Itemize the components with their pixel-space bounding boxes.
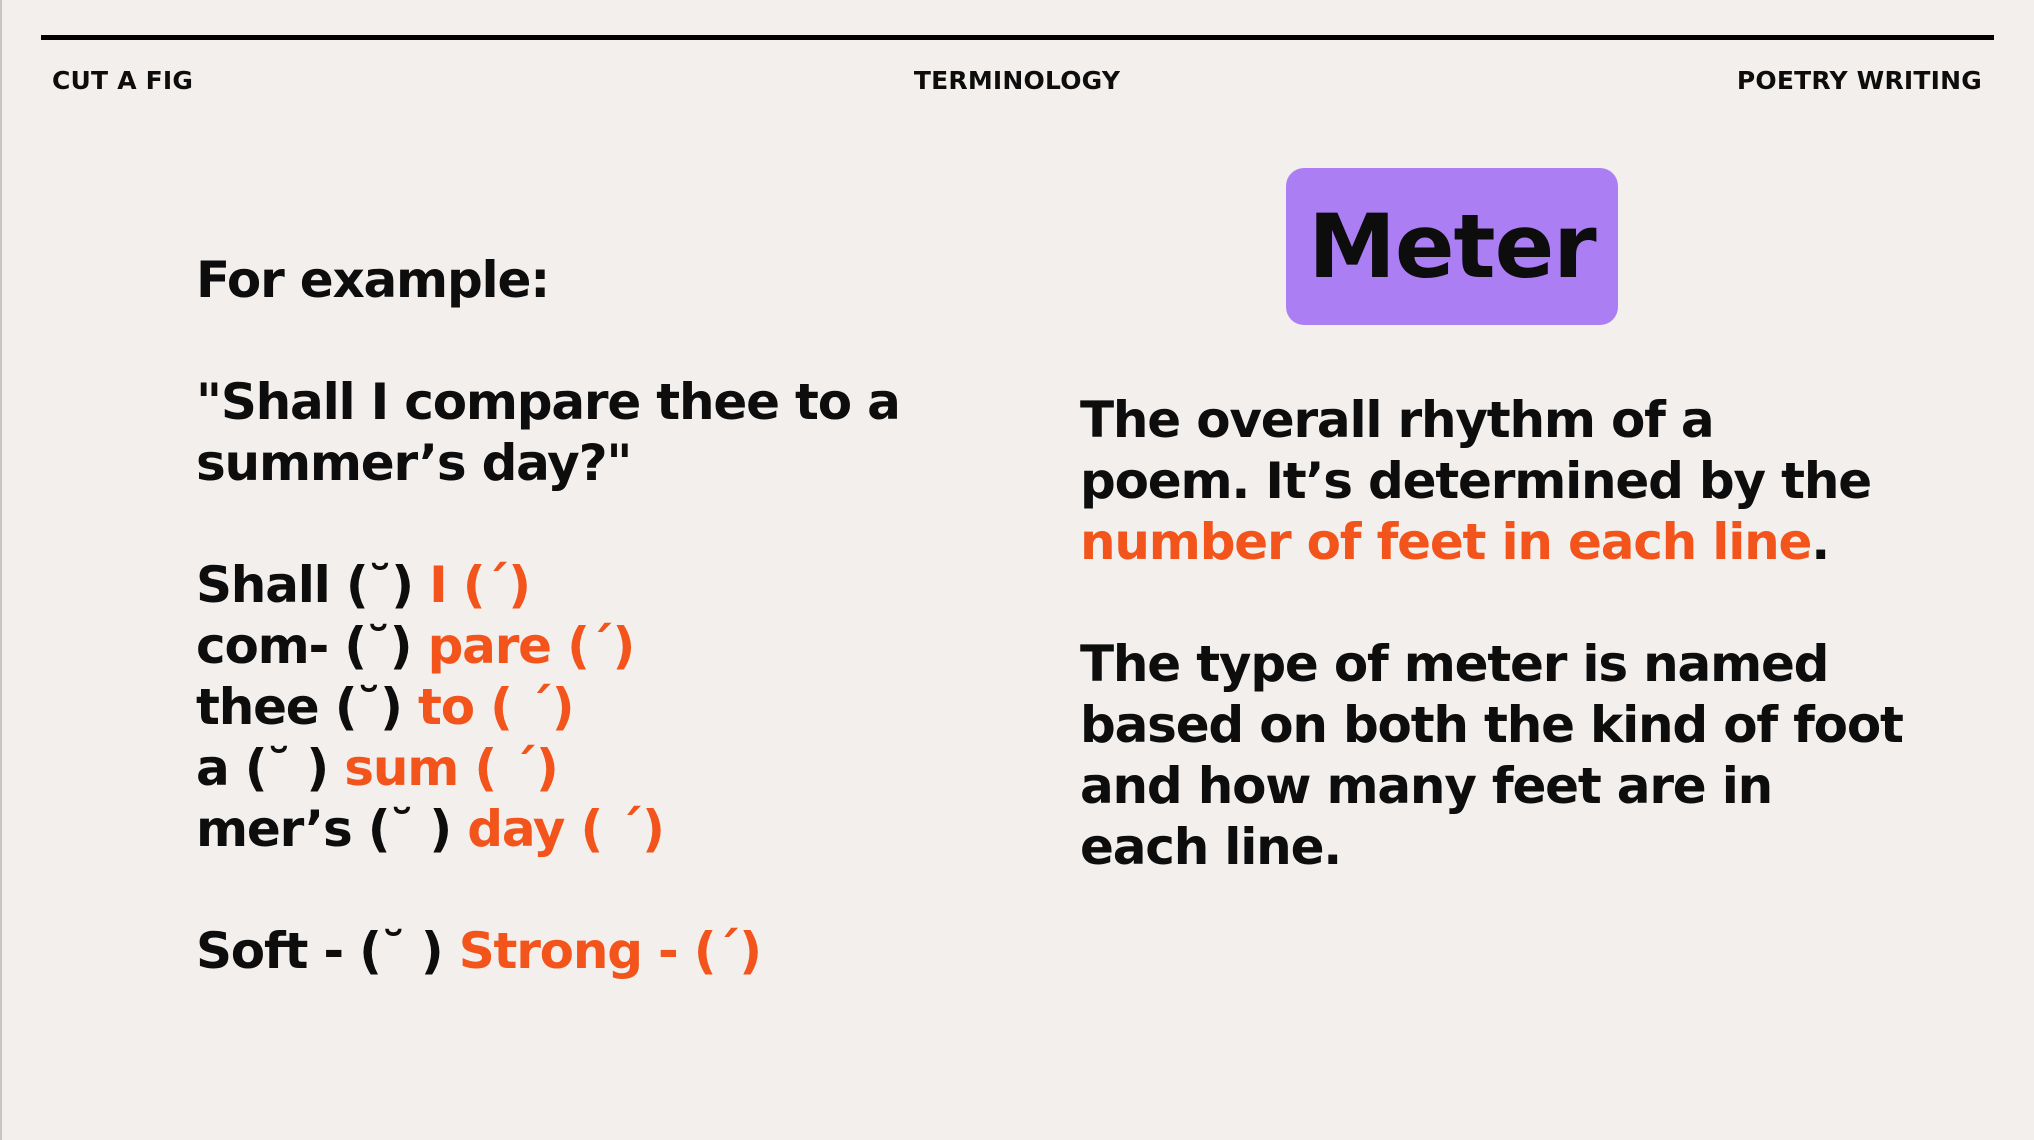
soft-syllable: Shall (˘) (196, 556, 430, 614)
soft-syllable: com- (˘) (196, 617, 428, 675)
quote-line: summer’s day?" (196, 434, 632, 492)
scansion-line (196, 677, 956, 738)
meter-title-badge: Meter (1286, 168, 1618, 325)
example-heading: For example: (196, 251, 549, 309)
scansion-line (196, 799, 956, 860)
definition-column (1080, 390, 1960, 878)
definition-highlight: number of feet in each line (1080, 513, 1812, 571)
slide-border (0, 0, 2, 1140)
strong-legend: Strong - (´) (458, 922, 761, 980)
strong-syllable: sum ( ´) (344, 739, 558, 797)
definition-line (1080, 512, 1960, 573)
explanation-line: based on both the kind of foot (1080, 696, 1903, 754)
scansion-line (196, 738, 956, 799)
definition-line: The overall rhythm of a (1080, 391, 1714, 449)
course-label: POETRY WRITING (1736, 66, 1982, 95)
soft-syllable: mer’s (˘ ) (196, 800, 468, 858)
strong-syllable: to ( ´) (418, 678, 574, 736)
explanation-line: The type of meter is named (1080, 635, 1829, 693)
quote-line: "Shall I compare thee to a (196, 373, 900, 431)
soft-legend: Soft - (˘ ) (196, 922, 459, 980)
explanation-line: each line. (1080, 818, 1342, 876)
strong-syllable: day ( ´) (467, 800, 664, 858)
brand-label: CUT A FIG (52, 66, 194, 95)
soft-syllable: a (˘ ) (196, 739, 345, 797)
header-rule (41, 35, 1994, 40)
soft-syllable: thee (˘) (196, 678, 419, 736)
scansion-line (196, 616, 956, 677)
definition-period: . (1811, 513, 1830, 571)
strong-syllable: pare (´) (427, 617, 635, 675)
definition-line: poem. It’s determined by the (1080, 452, 1871, 510)
stress-legend (196, 921, 956, 982)
example-column (196, 250, 956, 982)
strong-syllable: I (´) (429, 556, 530, 614)
scansion-line (196, 555, 956, 616)
section-label: TERMINOLOGY (913, 66, 1121, 95)
explanation-line: and how many feet are in (1080, 757, 1773, 815)
